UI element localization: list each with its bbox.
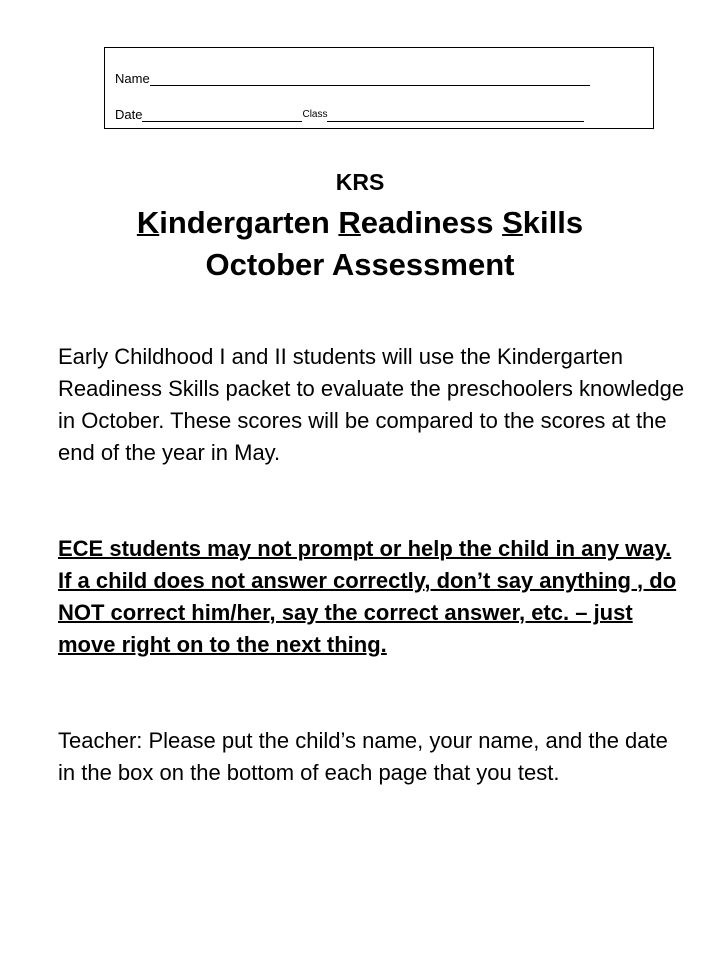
title-part-k: K	[136, 205, 160, 240]
name-label: Name	[115, 71, 150, 86]
title-part-r: R	[338, 205, 361, 240]
title-part-indergarten: indergarten	[159, 205, 339, 240]
title-part-kills: kills	[522, 205, 584, 240]
subtitle: October Assessment	[205, 247, 515, 282]
class-label: Class	[302, 109, 328, 120]
title-part-eadiness: eadiness	[360, 205, 503, 240]
teacher-note-paragraph: Teacher: Please put the child’s name, your name, and the date in the box on the bottom of each page that you test.	[58, 728, 668, 785]
date-label: Date	[115, 107, 143, 122]
acronym-heading: KRS	[335, 169, 385, 195]
date-blank-line[interactable]	[142, 109, 302, 122]
title-part-s: S	[502, 205, 523, 240]
name-blank-line[interactable]	[150, 73, 590, 86]
class-blank-line[interactable]	[327, 109, 584, 122]
intro-paragraph: Early Childhood I and II students will use the Kindergarten Readiness Skills packet to evaluate the preschoolers knowledge in October. These scores will be compared to the scores at the end of the year in May.	[58, 344, 685, 465]
name-date-class-box	[104, 47, 654, 129]
date-class-field-row	[115, 108, 584, 122]
name-field-row	[115, 72, 590, 86]
warning-paragraph: ECE students may not prompt or help the child in any way. If a child does not answer correctly, don’t say anything , do NOT correct him/her, say the correct answer, etc. – just move right on to the next thing.	[58, 536, 677, 657]
main-title	[0, 203, 720, 243]
